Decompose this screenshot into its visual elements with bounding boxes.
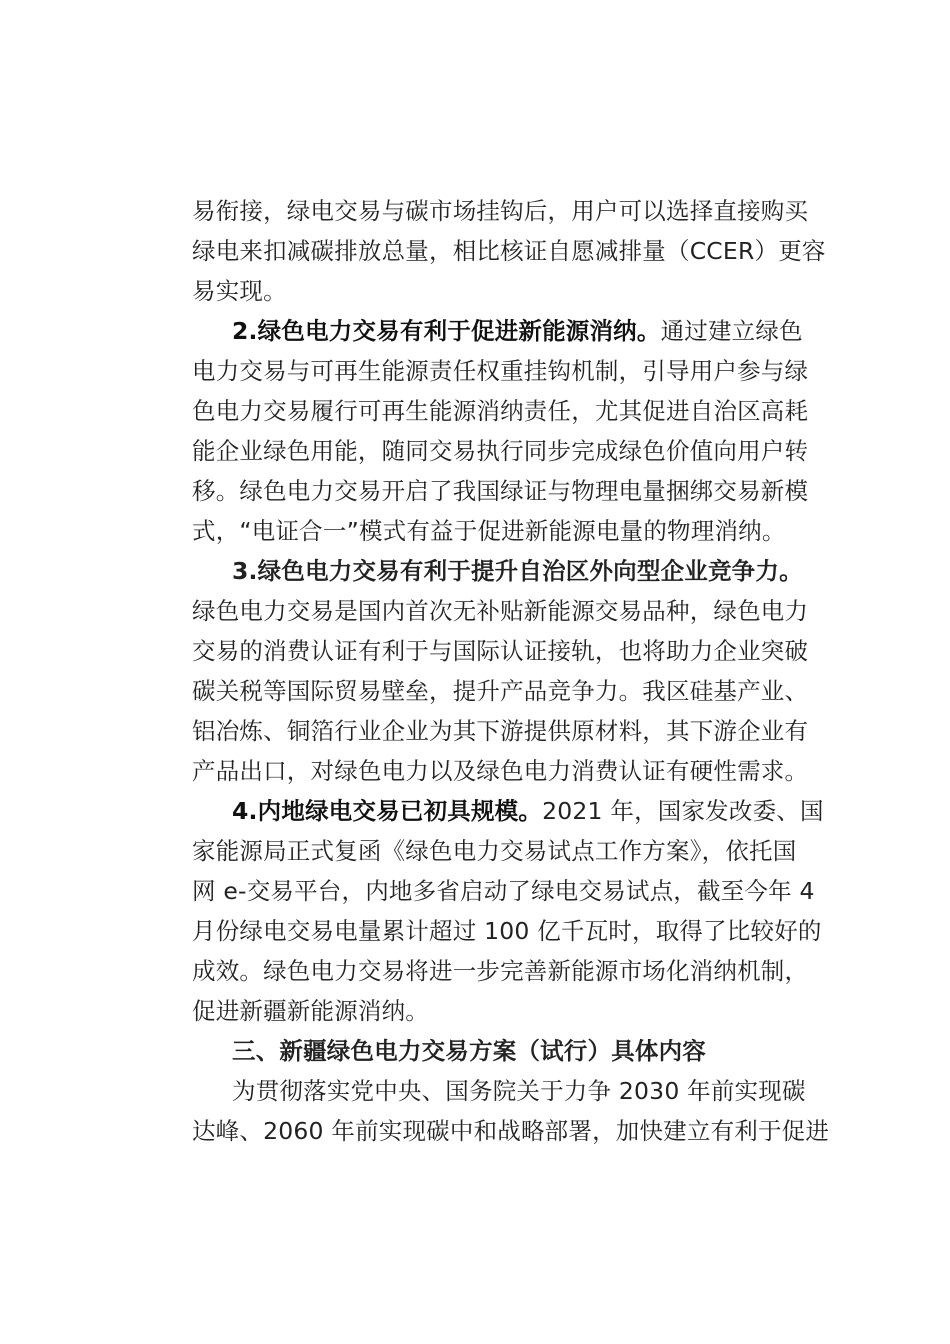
paragraph-2-line-6: 式，“电证合一”模式有益于促进新能源电量的物理消纳。 xyxy=(192,517,786,545)
paragraph-4-line-1 xyxy=(232,792,824,830)
paragraph-2-line-3: 色电力交易履行可再生能源消纳责任，尤其促进自治区高耗 xyxy=(192,397,809,425)
paragraph-3-line-4: 碳关税等国际贸易壁垒，提升产品竞争力。我区硅基产业、 xyxy=(192,677,809,705)
paragraph-4-line-6: 促进新疆新能源消纳。 xyxy=(192,997,429,1025)
paragraph-2-line-1 xyxy=(232,312,803,350)
paragraph-3-line-5: 铝冶炼、铜箔行业企业为其下游提供原材料，其下游企业有 xyxy=(192,717,809,745)
paragraph-5-line-2: 达峰、2060 年前实现碳中和战略部署，加快建立有利于促进 xyxy=(192,1117,830,1145)
paragraph-1-line-3: 易实现。 xyxy=(192,277,287,305)
paragraph-4-line-1-rest: 2021 年，国家发改委、国 xyxy=(542,797,824,825)
paragraph-4-line-5: 成效。绿色电力交易将进一步完善新能源市场化消纳机制， xyxy=(192,957,809,985)
paragraph-2-line-2: 电力交易与可再生能源责任权重挂钩机制，引导用户参与绿 xyxy=(192,357,809,385)
section-heading: 三、新疆绿色电力交易方案（试行）具体内容 xyxy=(232,1037,706,1065)
paragraph-4-bold-lead: 4.内地绿电交易已初具规模。 xyxy=(232,797,543,825)
paragraph-2-line-5: 移。绿色电力交易开启了我国绿证与物理电量捆绑交易新模 xyxy=(192,477,809,505)
paragraph-2-line-1-rest: 通过建立绿色 xyxy=(660,317,803,345)
paragraph-1-line-1: 易衔接，绿电交易与碳市场挂钩后，用户可以选择直接购买 xyxy=(192,197,809,225)
paragraph-3-line-3: 交易的消费认证有利于与国际认证接轨，也将助力企业突破 xyxy=(192,637,809,665)
paragraph-3-line-6: 产品出口，对绿色电力以及绿色电力消费认证有硬性需求。 xyxy=(192,757,809,785)
paragraph-2-line-4: 能企业绿色用能，随同交易执行同步完成绿色价值向用户转 xyxy=(192,437,809,465)
paragraph-1-line-2: 绿电来扣减碳排放总量，相比核证自愿减排量（CCER）更容 xyxy=(192,237,826,265)
paragraph-3-line-2: 绿色电力交易是国内首次无补贴新能源交易品种，绿色电力 xyxy=(192,597,809,625)
paragraph-2-bold-lead: 2.绿色电力交易有利于促进新能源消纳。 xyxy=(232,317,661,345)
paragraph-4-line-2: 家能源局正式复函《绿色电力交易试点工作方案》，依托国 xyxy=(192,837,797,865)
paragraph-5-line-1: 为贯彻落实党中央、国务院关于力争 2030 年前实现碳 xyxy=(232,1077,806,1105)
paragraph-4-line-4: 月份绿电交易电量累计超过 100 亿千瓦时，取得了比较好的 xyxy=(192,917,822,945)
paragraph-4-line-3: 网 e-交易平台，内地多省启动了绿电交易试点，截至今年 4 xyxy=(192,877,815,905)
paragraph-3-bold-lead: 3.绿色电力交易有利于提升自治区外向型企业竞争力。 xyxy=(232,557,803,585)
